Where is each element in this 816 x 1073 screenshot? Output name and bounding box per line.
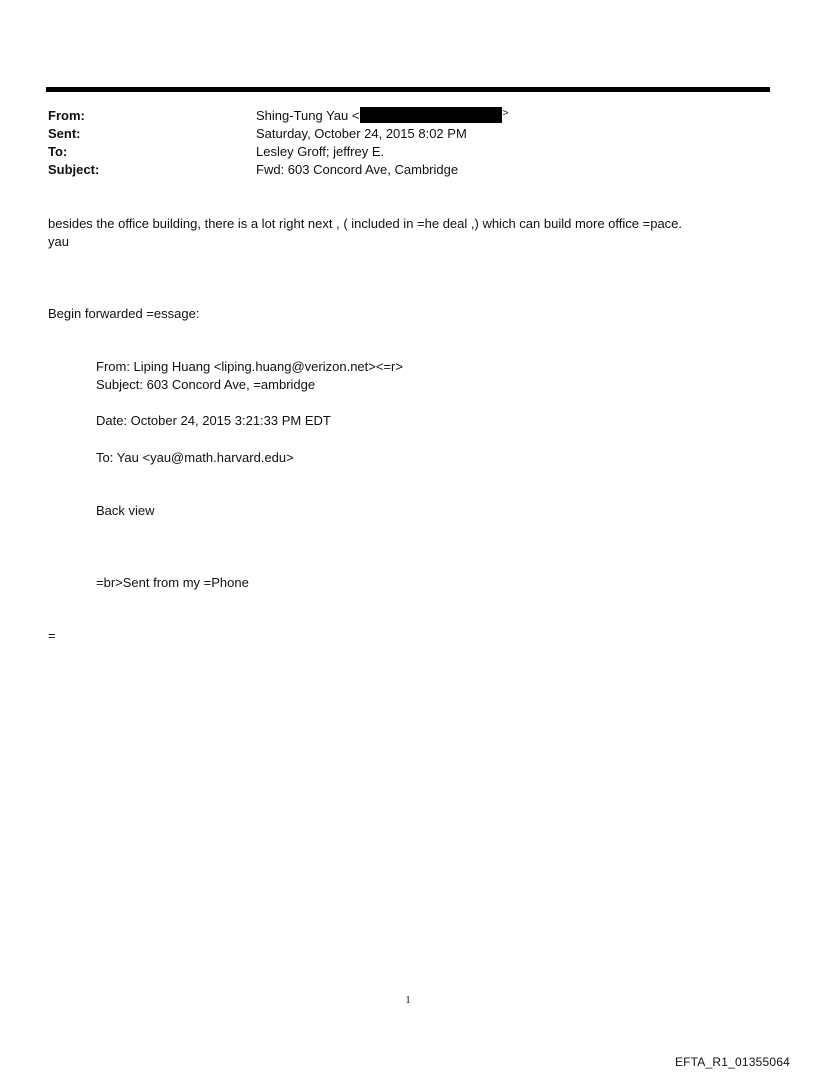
page-number: 1 [405, 994, 411, 1006]
document-id: EFTA_R1_01355064 [674, 1055, 790, 1069]
subject-value: Fwd: 603 Concord Ave, Cambridge [256, 162, 459, 177]
body-line-1: besides the office building, there is a lot right next , ( included in =he deal ,) which can build more office =pace. [48, 216, 683, 231]
forwarded-back-view: Back view [96, 503, 155, 518]
redaction-box [360, 107, 502, 123]
forwarded-from: From: Liping Huang <liping.huang@verizon.net><=r> [96, 359, 403, 374]
forwarded-date: Date: October 24, 2015 3:21:33 PM EDT [96, 413, 331, 428]
body-signature: yau [48, 234, 69, 249]
sent-label: Sent: [48, 126, 81, 141]
from-name: Shing-Tung Yau < [256, 108, 360, 123]
forwarded-subject: Subject: 603 Concord Ave, =ambridge [96, 377, 316, 392]
trailing-equals: = [48, 628, 56, 643]
to-label: To: [48, 144, 68, 159]
forwarded-to: To: Yau <yau@math.harvard.edu> [96, 450, 294, 465]
sent-value: Saturday, October 24, 2015 8:02 PM [256, 126, 467, 141]
from-label: From: [48, 108, 85, 123]
from-close: > [502, 108, 509, 119]
forwarded-sent-from: =br>Sent from my =Phone [96, 575, 249, 590]
forward-intro: Begin forwarded =essage: [48, 306, 200, 321]
to-value: Lesley Groff; jeffrey E. [256, 144, 385, 159]
header-rule [46, 87, 770, 92]
subject-label: Subject: [48, 162, 100, 177]
from-value [256, 107, 508, 125]
